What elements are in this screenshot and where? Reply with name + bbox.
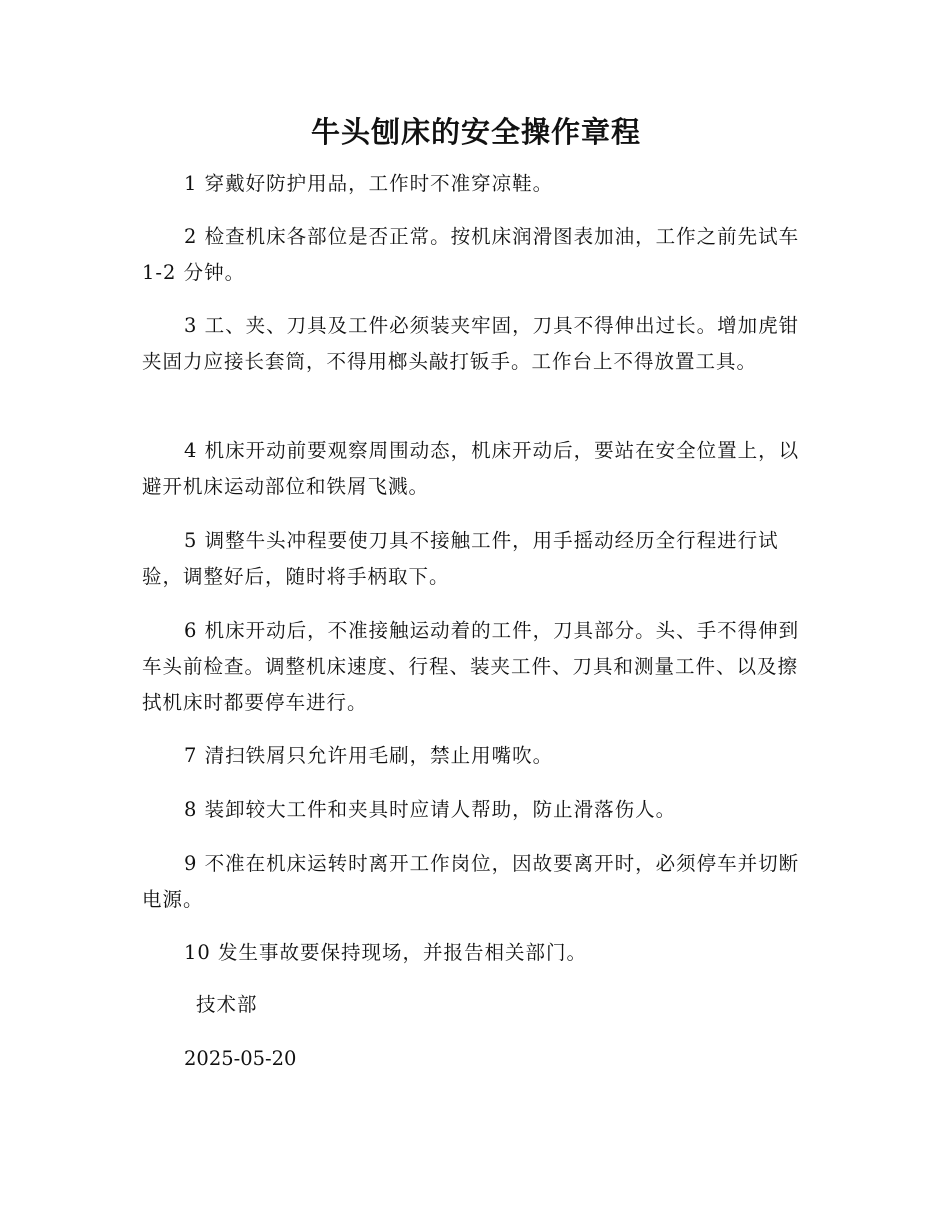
rule-item-10: 10 发生事故要保持现场，并报告相关部门。 (184, 941, 588, 964)
rule-item-6: 6 机床开动后，不准接触运动着的工件，刀具部分。头、手不得伸到车头前检查。调整机床速度、行程、装夹工件、刀具和测量工件、以及擦拭机床时都要停车进行。 (142, 619, 800, 714)
document-date: 2025-05-20 (184, 1047, 297, 1070)
document-title: 牛头刨床的安全操作章程 (310, 115, 641, 149)
rule-item-4: 4 机床开动前要观察周围动态，机床开动后，要站在安全位置上，以避开机床运动部位和铁屑飞溅。 (142, 439, 800, 498)
department-signature: 技术部 (196, 993, 258, 1016)
rule-item-3: 3 工、夹、刀具及工件必须装夹牢固，刀具不得伸出过长。增加虎钳夹固力应接长套筒，不得用榔头敲打钣手。工作台上不得放置工具。 (142, 314, 800, 373)
rule-item-7: 7 清扫铁屑只允许用毛刷，禁止用嘴吹。 (184, 744, 554, 767)
rule-item-1: 1 穿戴好防护用品，工作时不准穿凉鞋。 (184, 172, 554, 195)
rule-item-2: 2 检查机床各部位是否正常。按机床润滑图表加油，工作之前先试车 1-2 分钟。 (142, 225, 800, 284)
rule-item-9: 9 不准在机床运转时离开工作岗位，因故要离开时，必须停车并切断电源。 (142, 852, 800, 911)
rule-item-5: 5 调整牛头冲程要使刀具不接触工件，用手摇动经历全行程进行试验，调整好后，随时将手柄取下。 (142, 529, 779, 588)
rule-item-8: 8 装卸较大工件和夹具时应请人帮助，防止滑落伤人。 (184, 798, 677, 821)
